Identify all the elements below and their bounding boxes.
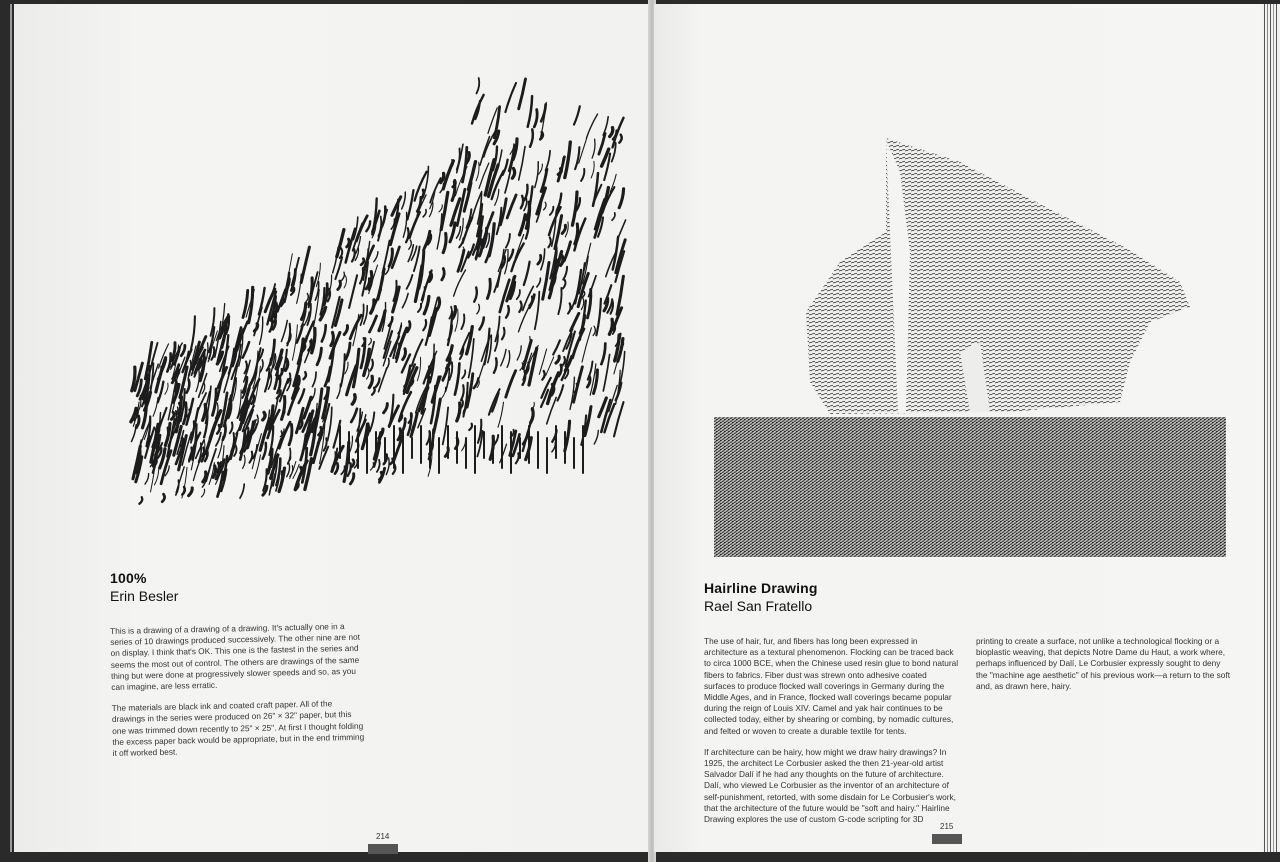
ink-stroke — [263, 412, 265, 420]
ink-stroke — [562, 225, 565, 233]
ink-stroke — [165, 383, 168, 394]
ink-stroke — [243, 455, 246, 468]
ink-stroke — [309, 278, 312, 305]
ink-stroke — [452, 182, 455, 201]
ink-stroke — [442, 269, 444, 280]
ink-stroke — [402, 294, 408, 308]
ink-stroke — [352, 395, 355, 404]
ink-stroke — [312, 372, 316, 387]
left-title: 100% — [110, 570, 147, 586]
ink-stroke — [191, 316, 195, 350]
ink-stroke — [421, 190, 424, 199]
paragraph: This is a drawing of a drawing of a drawing. It's actually one in a series of 10 drawings produced successively. The other nine are not on display. I think that's OK. This one is the fastest in the series and seems the most out of control. The others are drawings of the same thing but were done at progressively slower speeds and so, as you can imagine, are less erratic. — [110, 621, 361, 693]
ink-stroke — [610, 128, 613, 137]
ink-stroke — [213, 389, 217, 415]
left-page — [14, 4, 650, 852]
ink-stroke — [304, 372, 307, 379]
ink-stroke — [544, 202, 547, 210]
ink-stroke — [338, 281, 341, 289]
ink-stroke — [462, 440, 466, 451]
ink-stroke — [443, 233, 446, 252]
ink-stroke — [558, 385, 564, 400]
ink-stroke — [374, 252, 378, 262]
paragraph: If architecture can be hairy, how might we draw hairy drawings? In 1925, the architect Le Corbusier asked the then 21-year-old artist Salvador Dalí if he had any thoughts on the future of architecture. Dalí, who viewed Le Corbusier as the inventor of an architecture of self-punishment, retorted, with some disdain for Le Corbusier's work, that the architecture of the future would be "soft and hairy." Hairline Drawing explores the use of custom G-code scripting for 3D — [704, 746, 956, 825]
ink-stroke — [203, 404, 206, 420]
ink-stroke — [352, 460, 354, 467]
ink-stroke — [441, 192, 448, 229]
ink-stroke — [360, 268, 363, 283]
ink-stroke — [612, 213, 615, 220]
ink-stroke — [497, 208, 502, 235]
paragraph: printing to create a surface, not unlike a technological flocking or a bioplastic weaving, that depicts Notre Dame du Haut, a work where, perhaps influenced by Dalí, Le Corbusier expressly sought to deny the "machine age aesthetic" of his previous work—a return to the soft and, as drawn here, hairy. — [976, 636, 1231, 691]
ink-stroke — [517, 346, 521, 360]
ink-stroke — [406, 228, 409, 242]
hairline-drawing-artwork — [710, 132, 1230, 562]
ink-stroke — [539, 164, 543, 174]
ink-stroke — [512, 168, 514, 178]
ink-stroke — [599, 134, 605, 155]
right-body-column-1 — [704, 636, 960, 835]
ink-stroke — [437, 214, 442, 249]
right-author: Rael San Fratello — [704, 598, 813, 614]
ink-stroke — [538, 255, 541, 264]
right-page-edges — [1262, 4, 1280, 852]
ink-stroke — [519, 302, 521, 312]
ink-stroke — [389, 395, 393, 427]
ink-stroke — [558, 288, 561, 314]
ink-stroke — [530, 129, 533, 146]
ink-stroke — [563, 280, 566, 288]
page-number: 214 — [376, 832, 390, 841]
ink-stroke — [564, 242, 570, 261]
ink-stroke — [407, 322, 410, 332]
ink-stroke — [311, 388, 315, 400]
ink-stroke — [409, 240, 412, 249]
ink-stroke — [240, 484, 244, 498]
ink-stroke — [424, 297, 429, 314]
ink-stroke — [369, 338, 372, 345]
ink-stroke — [457, 227, 461, 239]
paragraph: The use of hair, fur, and fibers has long been expressed in architecture as a textural phenomenon. Flocking can be traced back to circa 1000 BCE, when the Chinese used resin glue to bond natural fibers to fabrics. Fiber dust was strewn onto adhesive coated surfaces to produce flocked wall coverings in Germany during the Middle Ages, and in France, flocked wall coverings became popular during the reign of Louis XIV. Camel and yak hair continues to be collected today, either by shearing or combing, by nomadic cultures, and felted or woven to create a durable textile for tents. — [704, 636, 959, 736]
ink-stroke — [230, 422, 233, 433]
ink-stroke — [619, 189, 623, 208]
ink-stroke — [372, 199, 376, 235]
ink-stroke — [498, 402, 504, 427]
ink-stroke — [562, 357, 565, 366]
ink-stroke — [155, 470, 159, 485]
ink-stroke — [581, 298, 583, 310]
ink-stroke — [366, 221, 370, 231]
left-body-text — [110, 621, 365, 769]
ink-stroke — [287, 464, 290, 477]
ink-stroke — [546, 151, 551, 171]
ink-stroke — [553, 340, 560, 354]
ink-stroke — [408, 413, 411, 434]
ink-stroke — [542, 371, 544, 380]
ink-stroke — [420, 250, 424, 281]
ink-stroke — [331, 332, 334, 345]
ink-stroke — [403, 349, 406, 360]
ink-stroke — [389, 249, 392, 266]
ink-stroke — [528, 96, 532, 127]
ink-stroke — [351, 409, 357, 422]
ink-stroke — [498, 250, 504, 287]
ink-stroke — [535, 162, 538, 188]
ink-stroke — [463, 147, 467, 182]
ink-stroke — [462, 370, 465, 378]
ink-stroke — [507, 195, 516, 218]
ink-stroke — [552, 442, 555, 452]
ink-stroke — [511, 244, 523, 272]
ink-stroke — [501, 349, 506, 365]
ink-stroke — [519, 79, 526, 109]
ink-stroke — [376, 378, 380, 387]
ink-stroke — [502, 328, 505, 340]
ink-stroke — [187, 380, 190, 393]
ink-stroke — [477, 304, 480, 313]
ink-stroke — [290, 462, 296, 479]
ink-stroke — [189, 488, 193, 496]
ink-stroke — [423, 210, 426, 217]
ink-stroke — [282, 397, 285, 420]
ink-stroke — [162, 494, 164, 502]
ink-stroke — [319, 427, 322, 435]
ink-stroke — [570, 377, 574, 409]
ink-stroke — [382, 207, 385, 227]
ink-stroke — [571, 313, 579, 330]
paragraph: The materials are black ink and coated craft paper. All of the drawings in the series were produced on 26" × 32" paper, but this one was trimmed down recently to 25" × 25". At first I thought folding the excess paper back would be appropriate, but in the end trimming it off worked best. — [111, 698, 365, 759]
ink-stroke — [546, 357, 554, 376]
ink-stroke — [431, 386, 435, 423]
ink-stroke — [587, 114, 598, 138]
ink-stroke — [153, 398, 158, 417]
left-author: Erin Besler — [110, 588, 179, 604]
ink-stroke — [430, 178, 441, 203]
ink-stroke — [548, 237, 550, 247]
ink-stroke — [543, 263, 549, 300]
ink-stroke — [349, 275, 357, 308]
ink-stroke — [556, 356, 559, 363]
ink-stroke — [613, 118, 624, 148]
ink-stroke — [480, 137, 490, 166]
ink-stroke — [548, 373, 559, 404]
ink-stroke — [377, 460, 380, 472]
ink-stroke — [439, 205, 442, 212]
ink-stroke — [350, 474, 353, 484]
ink-stroke — [362, 338, 364, 346]
ink-stroke — [342, 272, 345, 280]
ink-stroke — [337, 384, 340, 398]
ink-stroke — [309, 341, 312, 350]
ink-stroke — [297, 274, 302, 303]
ink-stroke — [139, 497, 142, 504]
ink-stroke — [418, 304, 421, 312]
ink-stroke — [614, 402, 624, 436]
ink-stroke — [347, 239, 350, 247]
ink-stroke — [369, 376, 372, 387]
ink-stroke — [372, 388, 375, 395]
ink-stroke — [344, 326, 347, 335]
ink-stroke — [306, 294, 308, 302]
ink-stroke — [495, 189, 499, 205]
ink-stroke — [592, 139, 595, 158]
ink-stroke — [443, 365, 448, 380]
ink-stroke — [480, 318, 484, 330]
ink-stroke — [167, 353, 170, 371]
ink-stroke — [563, 267, 567, 280]
ink-stroke — [529, 348, 537, 385]
ink-stroke — [457, 149, 460, 170]
ink-stroke — [506, 306, 509, 318]
ink-stroke — [568, 303, 571, 313]
ink-stroke — [289, 425, 292, 445]
ink-stroke — [379, 311, 385, 331]
ink-stroke — [442, 387, 446, 398]
ink-stroke — [574, 106, 580, 124]
ink-stroke — [474, 288, 477, 302]
ink-stroke — [591, 161, 594, 178]
ink-stroke — [243, 342, 249, 358]
ink-stroke — [361, 259, 364, 265]
ink-stroke — [461, 314, 464, 329]
ink-stroke — [402, 419, 406, 433]
ink-stroke — [593, 326, 595, 335]
ink-stroke — [505, 83, 516, 112]
ink-stroke — [516, 453, 519, 463]
ink-stroke — [506, 234, 510, 248]
ink-stroke — [263, 443, 266, 459]
ink-stroke — [341, 354, 345, 387]
ink-stroke — [370, 316, 377, 332]
ink-stroke — [325, 367, 330, 386]
ink-stroke — [457, 403, 460, 421]
ink-stroke — [535, 292, 540, 330]
ink-stroke — [403, 212, 406, 237]
ink-stroke — [217, 425, 220, 434]
ink-stroke — [378, 269, 384, 299]
ink-stroke — [500, 444, 507, 463]
ink-stroke — [487, 279, 490, 298]
ink-stroke — [565, 142, 571, 178]
ink-stroke — [534, 110, 537, 127]
ink-stroke — [379, 468, 384, 482]
ink-stroke — [517, 290, 520, 299]
ink-stroke — [370, 360, 373, 371]
ink-stroke — [201, 489, 204, 497]
ink-stroke — [384, 404, 388, 413]
ink-stroke — [171, 413, 174, 420]
ink-stroke — [402, 192, 406, 209]
folio-tab — [932, 834, 962, 844]
ink-stroke — [182, 487, 185, 495]
ink-stroke — [370, 412, 375, 431]
ink-stroke — [281, 321, 287, 342]
ink-stroke — [575, 147, 579, 169]
ink-stroke — [574, 367, 583, 402]
ink-stroke — [601, 344, 605, 365]
ink-stroke — [477, 78, 480, 93]
ink-stroke — [398, 429, 401, 440]
ink-stroke — [299, 389, 305, 403]
ink-stroke — [596, 299, 601, 336]
folio-tab — [368, 844, 398, 854]
ink-stroke — [454, 270, 466, 296]
ink-stroke — [371, 463, 374, 471]
ink-stroke — [314, 289, 320, 326]
ink-stroke — [346, 343, 350, 359]
page-number: 215 — [940, 822, 954, 831]
ink-stroke — [463, 217, 473, 243]
ink-stroke — [407, 190, 413, 219]
ink-stroke — [399, 392, 411, 421]
ink-drawing-artwork — [110, 66, 630, 516]
ink-stroke — [609, 319, 612, 334]
ink-stroke — [181, 345, 185, 355]
ink-stroke — [494, 358, 497, 373]
ink-stroke — [461, 385, 464, 400]
ink-stroke — [407, 275, 413, 289]
ink-stroke — [550, 207, 553, 215]
ink-stroke — [537, 278, 541, 287]
ink-stroke — [519, 147, 525, 180]
ink-stroke — [524, 262, 530, 285]
ink-stroke — [467, 327, 473, 354]
right-body-column-2 — [976, 636, 1232, 702]
ink-stroke — [531, 409, 534, 423]
right-title: Hairline Drawing — [704, 580, 818, 596]
ink-stroke — [423, 320, 426, 330]
ink-stroke — [322, 325, 326, 341]
ink-stroke — [410, 212, 420, 238]
ink-stroke — [506, 371, 516, 397]
ink-stroke — [469, 424, 472, 430]
ink-stroke — [424, 166, 428, 193]
ink-stroke — [520, 215, 526, 235]
ink-stroke — [187, 410, 190, 417]
right-page — [654, 4, 1266, 852]
ink-stroke — [145, 474, 149, 485]
ink-stroke — [250, 452, 253, 463]
ink-stroke — [618, 220, 626, 239]
ink-stroke — [509, 250, 513, 261]
ink-stroke — [455, 364, 460, 395]
ink-stroke — [476, 162, 479, 181]
ink-stroke — [210, 419, 217, 442]
ink-stroke — [507, 351, 510, 368]
ink-stroke — [581, 169, 584, 181]
ink-stroke — [521, 196, 523, 208]
ink-stroke — [414, 247, 420, 272]
ink-stroke — [619, 135, 621, 143]
ink-stroke — [594, 430, 598, 444]
ink-stroke — [255, 455, 261, 478]
ink-stroke — [317, 348, 321, 365]
ink-stroke — [559, 365, 562, 376]
ink-stroke — [301, 247, 309, 282]
ink-stroke — [260, 317, 263, 344]
ink-stroke — [279, 369, 282, 379]
